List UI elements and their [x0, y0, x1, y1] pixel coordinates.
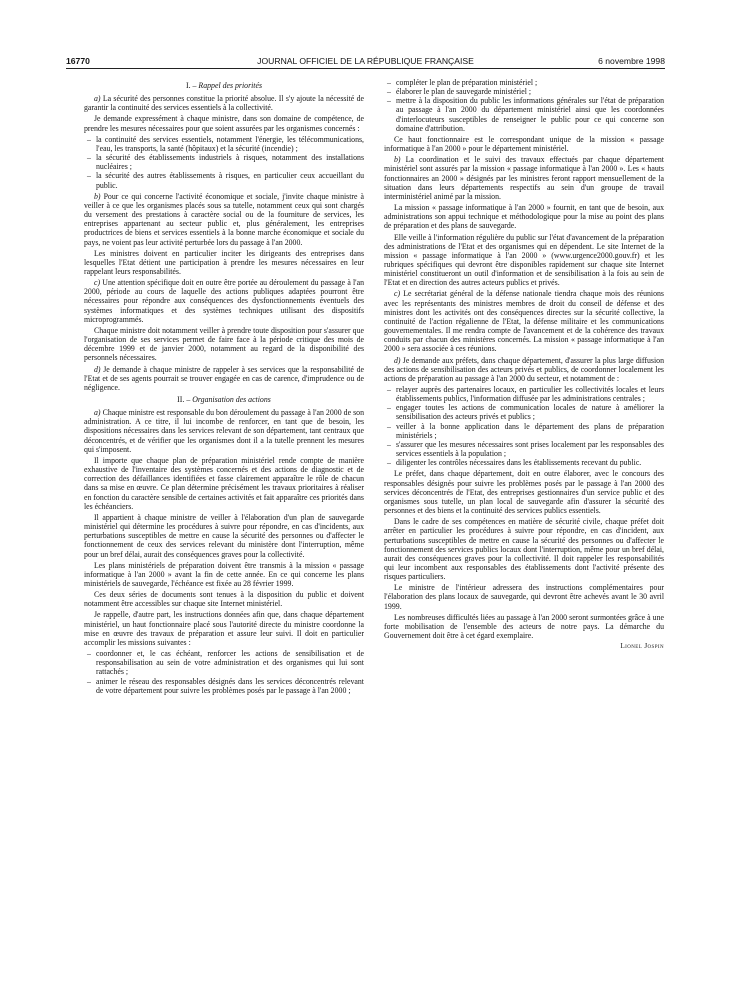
paragraph: Les nombreuses difficultés liées au passage à l'an 2000 seront surmontées grâce à une forte mobilisation de l'ensemble des acteurs de notre pays. La démarche du Gouvernement doit être à cet égard exemplaire.: [384, 612, 664, 641]
list-item: – diligenter les contrôles nécessaires dans les établissements recevant du public.: [384, 458, 664, 467]
paragraph: d) Je demande aux préfets, dans chaque département, d'assurer la plus large diffusion des actions de sensibilisation des acteurs privés et publics, de coordonner localement les actions de préparation au passage à l'an 2000 du secteur, et notamment de :: [384, 355, 664, 383]
paragraph: Les plans ministériels de préparation doivent être transmis à la mission « passage informatique à l'an 2000 » avant la fin de cette année. En ce qui concerne les plans ministériels de sauvegarde, l'échéance est fixée au 28 février 1999.: [84, 560, 364, 588]
paragraph: Dans le cadre de ses compétences en matière de sécurité civile, chaque préfet doit arrêter en particulier les procédures à suivre pour répondre, en cas d'incident, aux perturbations susceptibles de mettre en cause la sécurité des personnes ou d'affecter le fonctionnement des services publics locaux dont l'interruption, même pour un bref délai, aurait des conséquences graves pour la collectivité. Il doit rappeler les responsabilités qui leur incombent aux responsables des établissements dont l'activité présente des risques particuliers.: [384, 517, 664, 582]
mission-list-continued: [384, 78, 664, 133]
list-item: – s'assurer que les mesures nécessaires sont prises localement par les responsables des services essentiels à la population ;: [384, 440, 664, 458]
paragraph: Il appartient à chaque ministre de veiller à l'élaboration d'un plan de sauvegarde ministériel qui détermine les procédures à suivre pour répondre, en cas d'incidents, aux perturbations susceptibles de mettre en cause la sécurité des personnes ou d'affecter le fonctionnement de ceux des services relevant du ministère dont l'interruption, même pour un bref délai, aurait des conséquences graves pour la collectivité.: [84, 512, 364, 559]
section-2-heading: II. – Organisation des actions: [177, 395, 271, 404]
paragraph: Je demande expressément à chaque ministre, dans son domaine de compétence, de prendre les mesures nécessaires pour que soient assurées par les organismes concernés :: [84, 114, 364, 133]
paragraph: d) Je demande à chaque ministre de rappeler à ses services que la responsabilité de l'Etat et de ses agents pourrait se trouver engagée en cas de carence, d'imprudence ou de négligence.: [84, 364, 364, 392]
paragraph: a) La sécurité des personnes constitue la priorité absolue. Il s'y ajoute la nécessité de garantir la continuité des services essentiels à la collectivité.: [84, 94, 364, 113]
page-header: [66, 54, 665, 69]
list-item: – engager toutes les actions de communication locales de nature à améliorer la sensibilisation des acteurs privés et publics ;: [384, 403, 664, 421]
list-item: – relayer auprès des partenaires locaux, en particulier les collectivités locales et leurs établissements publics, l'information diffusée par les administrations centrales ;: [384, 385, 664, 403]
paragraph: La mission « passage informatique à l'an 2000 » fournit, en tant que de besoin, aux administrations son appui technique et méthodologique pour la mise au point des plans de préparation et des plans de sauvegarde.: [384, 203, 664, 231]
list-item: – la continuité des services essentiels, notamment l'énergie, les télécommunications, l'eau, les transports, la santé (hôpitaux) et la sécurité (incendie) ;: [84, 135, 364, 153]
paragraph: Le préfet, dans chaque département, doit en outre élaborer, avec le concours des responsables désignés pour suivre les problèmes posés par le passage à l'an 2000 des services déconcentrés de l'Etat, des entreprises gestionnaires d'un service public et des organismes sous tutelle, un plan local de sauvegarde afin d'assurer la sécurité des personnes et des biens et la continuité des services publics essentiels.: [384, 469, 664, 516]
paragraph: Les ministres doivent en particulier inciter les dirigeants des entreprises dans lesquelles l'Etat détient une participation à prendre les mesures nécessaires en leur rappelant leurs responsabilités.: [84, 248, 364, 276]
paragraph: c) Une attention spécifique doit en outre être portée au déroulement du passage à l'an 2000, période au cours de laquelle des actions publiques adaptées pourront être nécessaires pour répondre aux conséquences des dysfonctionnements éventuels des systèmes informatiques et des systèmes techniques utilisant des dispositifs microprogrammés.: [84, 278, 364, 324]
list-item: – élaborer le plan de sauvegarde ministériel ;: [384, 87, 664, 96]
list-item: – la sécurité des autres établissements à risques, en particulier ceux accueillant du public.: [84, 171, 364, 189]
paragraph: Je rappelle, d'autre part, les instructions données afin que, dans chaque département ministériel, un haut fonctionnaire placé sous l'autorité directe du ministre coordonne la mise en œuvre des travaux de préparation et assure leur suivi. Il doit en particulier accomplir les missions suivantes :: [84, 610, 364, 647]
paragraph: Ce haut fonctionnaire est le correspondant unique de la mission « passage informatique à l'an 2000 » pour le département ministériel.: [384, 134, 664, 154]
right-column: [384, 78, 664, 653]
list-item: – veiller à la bonne application dans le département des plans de préparation ministériels ;: [384, 422, 664, 440]
paragraph: Ces deux séries de documents sont tenues à la disposition du public et doivent notamment être accessibles sur chaque site Internet ministériel.: [84, 590, 364, 609]
section-1-heading: I. – Rappel des priorités: [185, 81, 263, 90]
list-item: – coordonner et, le cas échéant, renforcer les actions de sensibilisation et de responsabilisation au sein de votre administration et des organismes qui lui sont rattachés ;: [84, 649, 364, 676]
paragraph: Elle veille à l'information régulière du public sur l'état d'avancement de la préparation des administrations de l'Etat et des organismes qui en dépendent. Le site Internet de la mission « passage informatique à l'an 2000 » (www.urgence2000.gouv.fr) et les rubriques spécifiques qui devront être disponibles rapidement sur chaque site Internet ministériel constitueront un outil d'information et de sensibilisation à la fois au sein de l'Etat et en direction des autres acteurs publics et privés.: [384, 232, 664, 288]
list-item: – animer le réseau des responsables désignés dans les services déconcentrés relevant de votre département pour suivre les problèmes posés par le passage à l'an 2000 ;: [84, 677, 364, 695]
section-2-title: Organisation des actions: [192, 395, 271, 404]
list-item: – compléter le plan de préparation ministériel ;: [384, 78, 664, 87]
paragraph: Il importe que chaque plan de préparation ministériel rende compte de manière exhaustive de l'inventaire des systèmes concernés et des actions de diagnostic et de correction des défaillances identifiées et fasse clairement apparaître le rôle de chacun dans sa mise en œuvre. Ce plan détermine précisément les travaux prioritaires à réaliser en fonction du caractère sensible de certaines activités et fait apparaître ces priorités dans les échéanciers.: [84, 455, 364, 511]
paragraph: a) Chaque ministre est responsable du bon déroulement du passage à l'an 2000 de son administration. A ce titre, il lui incombe de renforcer, en tant que de besoin, les dispositions nécessaires dans les services relevant de son département, tant centraux que déconcentrés, et de vérifier que les organismes dont il a la tutelle prennent les mesures qui s'imposent.: [84, 408, 364, 454]
prefect-list: [384, 385, 664, 467]
priority-list: [84, 135, 364, 190]
publication-date: 6 novembre 1998: [598, 56, 665, 66]
paragraph: c) Le secrétariat général de la défense nationale tiendra chaque mois des réunions avec les représentants des ministres membres de droit du conseil de défense et des ministres dont les activités ont des conséquences directes sur la sécurité collective, la continuité de l'action régalienne de l'Etat, la défense militaire et les communications gouvernementales. Il me rendra compte de l'avancement et de la cohérence des travaux conduits par chacun des ministères concernés. La mission « passage informatique à l'an 2000 » sera associée à ces réunions.: [384, 289, 664, 354]
signature: Lionel Jospin: [620, 642, 664, 651]
page-number: 16770: [66, 56, 90, 66]
paragraph: Chaque ministre doit notamment veiller à prendre toute disposition pour s'assurer que l'organisation de ses services permet de faire face à la période critique des mois de décembre 1999 et de janvier 2000, notamment au regard de la disponibilité des personnels nécessaires.: [84, 325, 364, 363]
journal-title: JOURNAL OFFICIEL DE LA RÉPUBLIQUE FRANÇAISE: [257, 56, 474, 66]
paragraph: Le ministre de l'intérieur adressera des instructions complémentaires pour l'élaboration des plans locaux de sauvegarde, qui devront être achevés avant le 30 avril 1999.: [384, 583, 664, 611]
section-1-title: Rappel des priorités: [198, 81, 263, 90]
paragraph: b) La coordination et le suivi des travaux effectués par chaque département ministériel sont assurés par la mission « passage informatique à l'an 2000 ». Les « hauts fonctionnaires an 2000 » désignés par les ministres feront rapport mensuellement de la situation dans leurs départements respectifs au sein d'un groupe de travail interministériel animé par la mission.: [384, 155, 664, 201]
paragraph: b) Pour ce qui concerne l'activité économique et sociale, j'invite chaque ministre à veiller à ce que les organismes placés sous sa tutelle, notamment ceux qui sont chargés du versement des prestations à caractère social ou de la fourniture de services, les entreprises appartenant au secteur public et, plus généralement, les entreprises productrices de biens et services essentiels à la bonne marche économique et sociale du pays, ne voient pas leur activité perturbée lors du passage à l'an 2000.: [84, 191, 364, 247]
mission-list: [84, 649, 364, 695]
list-item: – mettre à la disposition du public les informations générales sur l'état de préparation au passage à l'an 2000 du département ministériel ainsi que les coordonnées d'interlocuteurs susceptibles de renseigner le public pour ce qui concerne son domaine d'attribution.: [384, 96, 664, 133]
left-column: [84, 78, 364, 697]
list-item: – la sécurité des établissements industriels à risques, notamment des installations nucléaires ;: [84, 153, 364, 171]
